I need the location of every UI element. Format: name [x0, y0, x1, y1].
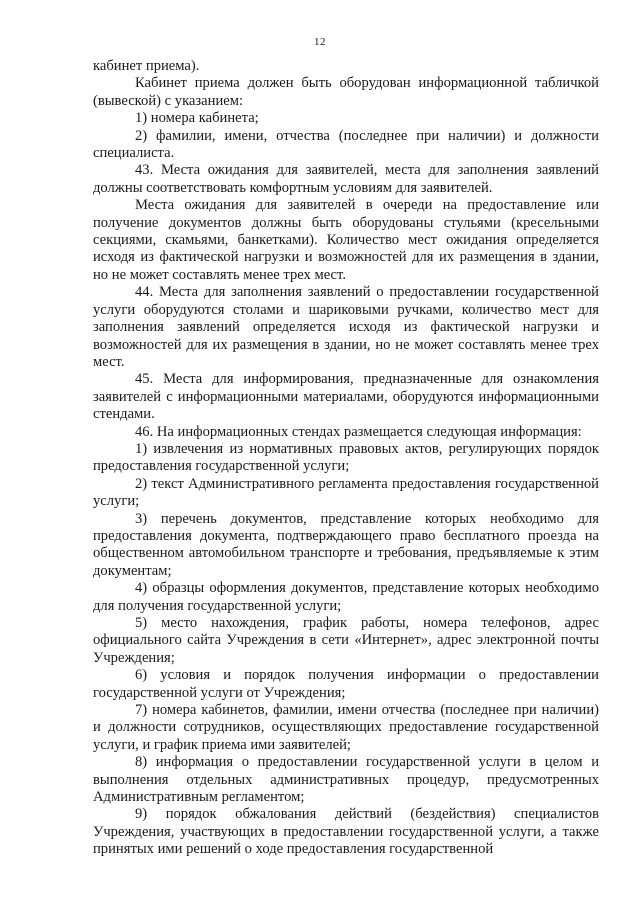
- page-number: 12: [314, 36, 326, 48]
- list-item: 2) текст Административного регламента предоставления государственной услуги;: [93, 475, 599, 510]
- clause-45: 45. Места для информирования, предназначенные для ознакомления заявителей с информационными материалами, оборудуются информационными стендами.: [93, 371, 599, 423]
- list-item: 4) образцы оформления документов, представление которых необходимо для получения государственной услуги;: [93, 580, 599, 614]
- list-item: 8) информация о предоставлении государственной услуги в целом и выполнения отдельных административных процедур, предусмотренных Административным регламентом;: [93, 754, 599, 806]
- document-body: [93, 58, 599, 859]
- list-item: 3) перечень документов, представление которых необходимо для предоставления документа, подтверждающего право бесплатного проезда на общественном автомобильном транспорте и требования, предъявляемые к этим документам;: [93, 510, 599, 579]
- list-item: 1) номера кабинета;: [135, 110, 259, 127]
- list-item: 2) фамилии, имени, отчества (последнее при наличии) и должности специалиста.: [93, 127, 599, 162]
- list-item: 6) условия и порядок получения информации о предоставлении государственной услуги от Учреждения;: [93, 667, 599, 701]
- clause-46: 46. На информационных стендах размещается следующая информация:: [135, 423, 582, 440]
- list-item: 9) порядок обжалования действий (бездействия) специалистов Учреждения, участвующих в предоставлении государственной услуги, а также принятых ими решений о ходе предоставления государственной: [93, 806, 599, 858]
- clause-43: 43. Места ожидания для заявителей, места для заполнения заявлений должны соответствовать комфортным условиям для заявителей.: [93, 162, 599, 196]
- list-item: 5) место нахождения, график работы, номера телефонов, адрес официального сайта Учреждения в сети «Интернет», адрес электронной почты Учреждения;: [93, 615, 599, 666]
- list-item: 7) номера кабинетов, фамилии, имени отчества (последнее при наличии) и должности сотрудников, осуществляющих предоставление государственной услуги, и график приема ими заявителей;: [93, 702, 599, 753]
- paragraph-continuation: кабинет приема).: [93, 58, 200, 74]
- paragraph-waiting-places: Места ожидания для заявителей в очереди на предоставление или получение документов должны быть оборудованы стульями (кресельными секциями, скамьями, банкетками). Количество мест ожидания определяется исходя из фактической нагрузки и возможностей для их размещения в здании, но не может составлять менее трех мест.: [93, 197, 599, 283]
- clause-44: 44. Места для заполнения заявлений о предоставлении государственной услуги оборудуются столами и шариковыми ручками, количество мест для заполнения заявлений определяется исходя из фактической нагрузки и возможностей для их размещения в здании, но не может составлять менее трех мест.: [93, 284, 599, 370]
- paragraph-reception-sign: Кабинет приема должен быть оборудован информационной табличкой (вывеской) с указанием:: [93, 75, 599, 109]
- list-item: 1) извлечения из нормативных правовых актов, регулирующих порядок предоставления государственной услуги;: [93, 440, 599, 475]
